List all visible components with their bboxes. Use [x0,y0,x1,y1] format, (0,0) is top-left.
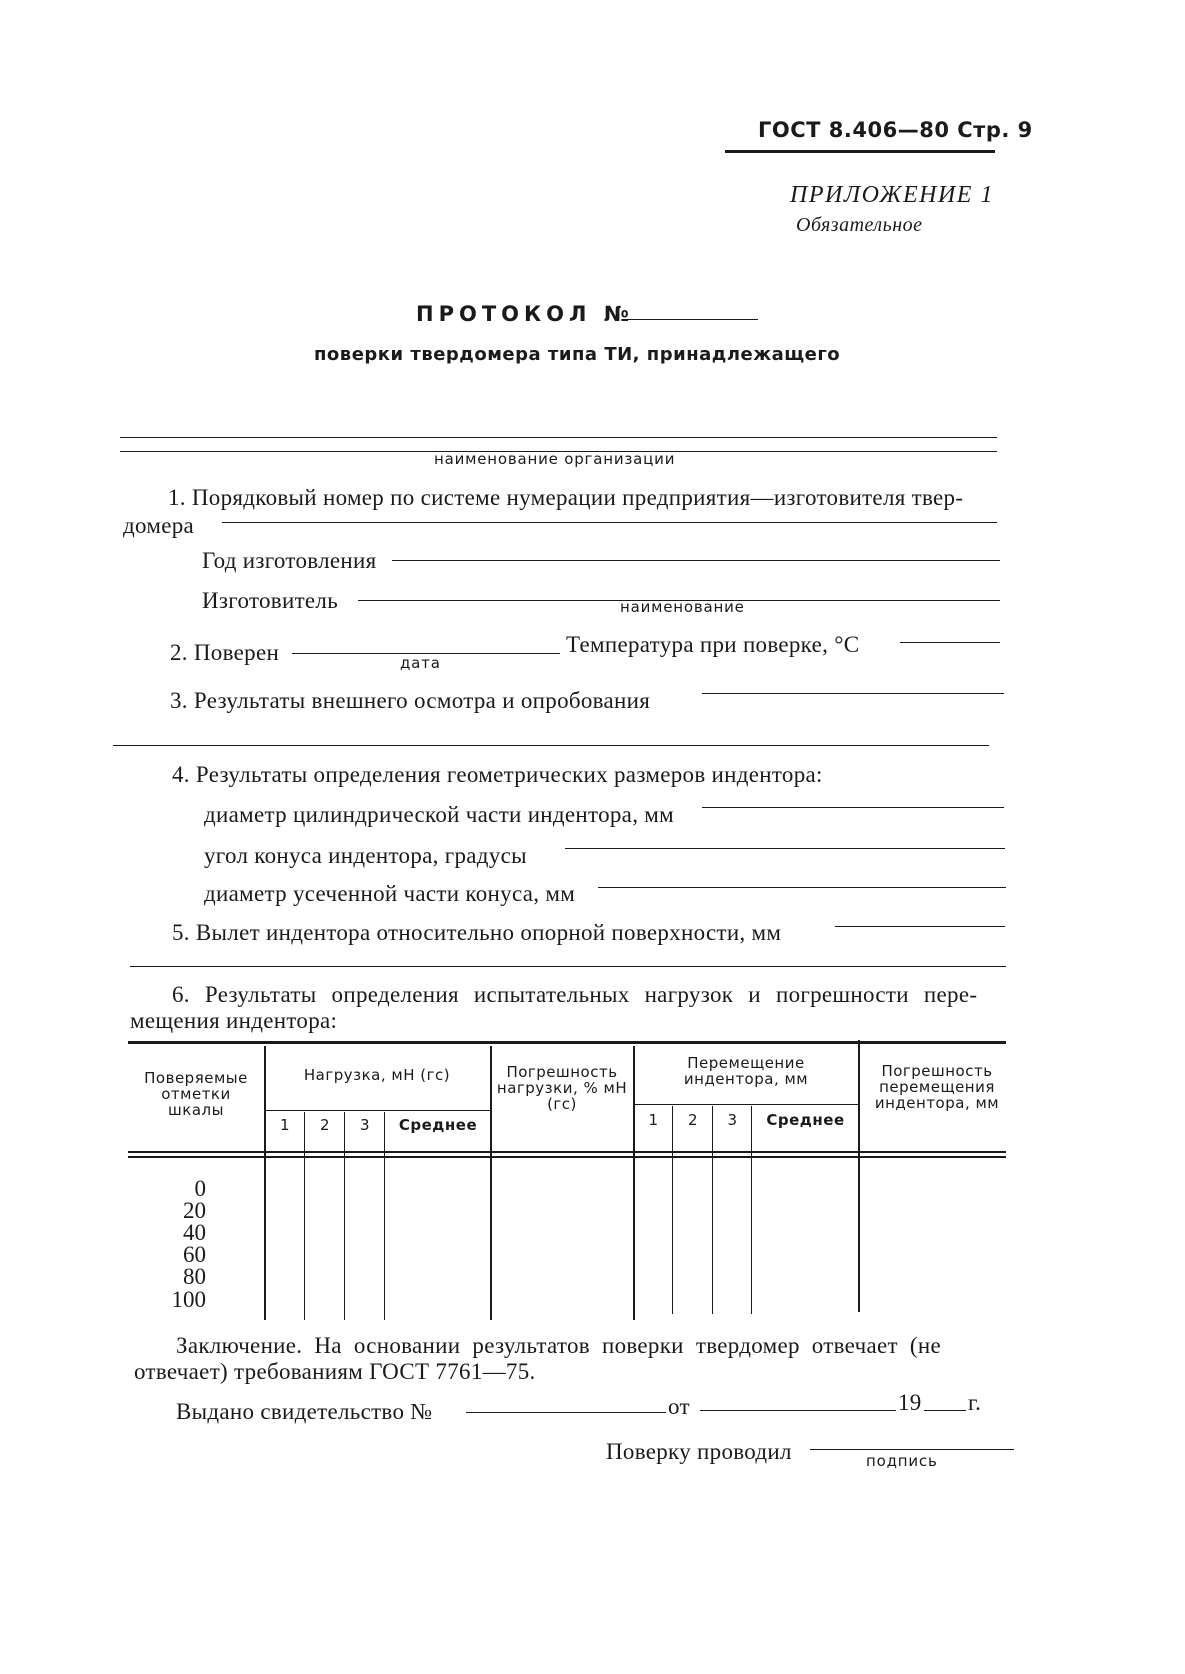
year-line [392,560,1000,561]
header-underline [725,150,995,153]
table-subcol-divider [344,1112,345,1320]
item-4-label: 4. Результаты определения геометрических размеров индентора: [172,762,823,787]
protrusion-line-2 [130,966,1006,967]
appendix-note: Обязательное [796,214,923,236]
header-scale-marks: Поверяемые отметки шкалы [144,1069,248,1119]
certificate-from-label: от [668,1394,690,1419]
manufacturer-label: Изготовитель [202,588,338,613]
conclusion-line-2: отвечает) требованиям ГОСТ 7761—75. [134,1359,536,1384]
certificate-label: Выдано свидетельство № [176,1399,433,1424]
temperature-label: Температура при поверке, °С [566,632,860,657]
manufacturer-caption: наименование [620,598,745,616]
scale-mark: 100 [171,1287,206,1312]
table-col-divider [633,1046,635,1320]
item-1-line-1: 1. Порядковый номер по системе нумерации предприятия—изготовителя твер- [168,485,964,510]
header-load: Нагрузка, мН (гс) [303,1066,451,1084]
conclusion-line-1: Заключение. На основании результатов поверки твердомер отвечает (не [176,1333,941,1358]
displacement-subheader-rule [633,1104,858,1105]
organization-line-1 [120,437,997,438]
table-col-divider [858,1040,860,1312]
subheader-load-average: Среднее [398,1116,478,1134]
protocol-subtitle: поверки твердомера типа ТИ, принадлежащего [314,344,841,365]
protrusion-line [835,926,1005,927]
table-subcol-divider [672,1106,673,1314]
scale-mark: 80 [183,1264,206,1289]
header-displacement: Перемещение индентора, мм [683,1054,809,1088]
protocol-number-line [625,319,758,320]
certificate-date-line [700,1410,896,1411]
certificate-year-prefix: 19 [898,1390,922,1415]
table-subcol-divider [712,1106,713,1314]
scale-mark: 20 [183,1198,206,1223]
certificate-year-line [924,1410,966,1411]
serial-number-line [222,522,997,523]
item-4-angle-label: угол конуса индентора, градусы [204,843,527,868]
load-subheader-rule [265,1110,491,1111]
table-header-rule-2 [128,1156,1006,1158]
item-6-line-2: мещения индентора: [130,1008,338,1033]
item-3-label: 3. Результаты внешнего осмотра и опробования [170,688,651,713]
certificate-year-suffix: г. [968,1390,982,1415]
scale-mark: 40 [183,1220,206,1245]
truncated-line [598,887,1006,888]
scale-mark: 0 [194,1176,206,1201]
table-header-rule-1 [128,1151,1006,1153]
table-subcol-divider [384,1112,385,1320]
table-col-divider [490,1046,492,1320]
header-displacement-error: Погрешность перемещения индентора, мм [874,1062,1000,1112]
diameter-line [702,807,1004,808]
verified-by-label: Поверку проводил [606,1439,792,1464]
inspection-line-2 [113,745,989,746]
subheader-load-3: 3 [359,1116,371,1134]
item-1-line-2: домера [123,513,195,538]
signature-caption: подпись [866,1452,938,1470]
standard-page-number: ГОСТ 8.406—80 Стр. 9 [758,118,1033,142]
subheader-load-2: 2 [319,1116,331,1134]
table-top-rule [128,1041,1006,1044]
subheader-load-1: 1 [279,1116,291,1134]
signature-line [810,1449,1014,1450]
temperature-line [900,642,1000,643]
item-5-label: 5. Вылет индентора относительно опорной поверхности, мм [172,920,782,945]
subheader-displacement-average: Среднее [766,1111,845,1129]
item-6-line-1: 6. Результаты определения испытательных нагрузок и погрешности пере- [172,982,978,1007]
appendix-title: ПРИЛОЖЕНИЕ 1 [790,182,994,208]
angle-line [565,848,1005,849]
table-subcol-divider [751,1106,752,1314]
date-caption: дата [400,654,441,672]
item-4-truncated-label: диаметр усеченной части конуса, мм [204,881,576,906]
certificate-number-line [466,1412,666,1413]
inspection-line [702,693,1004,694]
subheader-displacement-2: 2 [687,1111,699,1129]
table-subcol-divider [304,1112,305,1320]
item-2-label: 2. Поверен [170,640,280,665]
scale-mark: 60 [183,1242,206,1267]
subheader-displacement-3: 3 [727,1111,738,1129]
item-4-diameter-label: диаметр цилиндрической части индентора, мм [204,802,675,827]
table-col-divider [264,1046,266,1320]
organization-caption: наименование организации [434,450,676,468]
protocol-title: ПРОТОКОЛ № [416,302,635,326]
subheader-displacement-1: 1 [648,1111,659,1129]
year-label: Год изготовления [202,548,377,573]
header-load-error: Погрешность нагрузки, % мН (гс) [496,1063,628,1113]
